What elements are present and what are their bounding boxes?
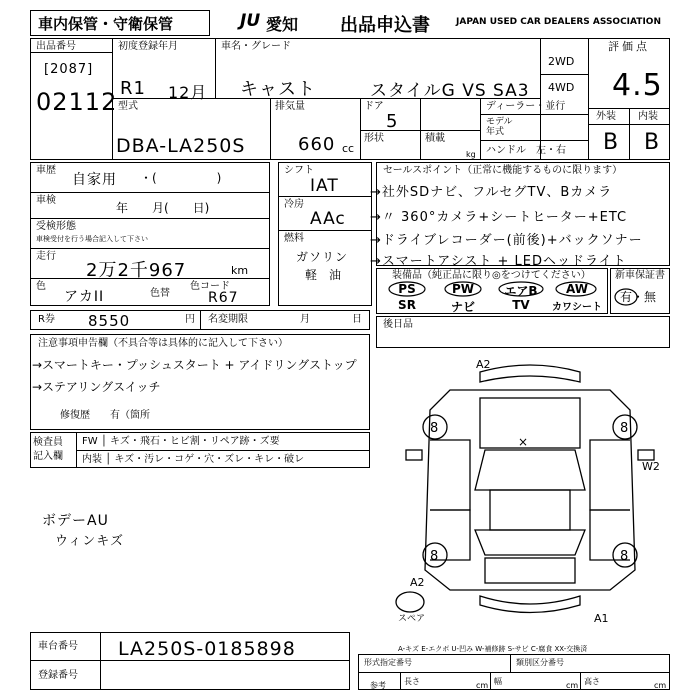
equip-ps: PS [398,282,416,296]
mark-w2: W2 [642,460,660,473]
equipment-label: 装備品（純正品に限り◎をつけてください） [392,270,591,281]
fuel-value: ガソリン [296,250,349,264]
cm-unit-1: cm [476,681,489,690]
wheel-rr-mark: 8 [620,549,629,564]
car-name-label: 車名・グレード [221,41,291,52]
score-label: 評価点 [608,40,650,53]
warranty-label: 新車保証書 [615,270,665,281]
color-code: R67 [208,290,239,306]
history-value: 自家用 [72,172,117,188]
cm-unit-3: cm [654,681,667,690]
fuel-diesel: 軽 油 [305,268,342,282]
sales-points-label: セールスポイント（正常に機能するものに限ります） [383,165,623,176]
reg-month: 12月 [168,83,208,102]
length-label: 長さ [404,677,420,686]
org-name: 愛知 [266,15,299,34]
fuel-label: 燃料 [284,233,304,244]
color-change-label: 色替 [150,288,170,299]
ju-logo: JU [240,11,261,31]
cc-unit: cc [342,142,355,155]
equip-tv: TV [512,298,530,312]
chassis-label: 車台番号 [38,641,78,652]
form-designation-label: 形式指定番号 [364,658,412,667]
reg-no-label: 登録番号 [38,670,78,681]
shift-value: IAT [310,176,339,196]
notes-line-2: →ステアリングスイッチ [32,380,161,394]
wheel-fl-mark: 8 [430,421,439,436]
car-name: キャスト [240,79,316,100]
doc-title: 出品申込書 [340,15,430,36]
notes-line-1: →スマートキー・プッシュスタート + アイドリングストップ [32,358,357,372]
first-reg-label: 初度登録年月 [118,41,178,52]
inspect-label: 受検形態 [36,221,76,232]
aircon-value: AAc [310,209,346,229]
repair-history: 修復歴 有（箇所 [60,410,150,421]
car-grade: スタイルG VS SA3 [370,81,530,101]
mileage-label: 走行 [36,251,56,262]
inspect-sub: 車検受付を行う場合記入して下さい [36,235,148,243]
model-year-label: モデル 年式 [486,117,513,137]
chassis-number: LA250S-0185898 [118,638,296,660]
model-code: DBA-LA250S [116,135,246,157]
shape-label: 形状 [364,133,384,144]
warranty-options: 有・無 [620,290,657,304]
equip-sr: SR [398,298,416,312]
month-unit: 月 [300,314,310,325]
equip-navi: ナビ [450,300,475,314]
history-label: 車歴 [36,165,56,176]
shaken-ymd: 年 月( 日) [116,201,210,215]
height-label: 高さ [584,677,600,686]
body-note-1: ボデーAU [42,513,109,529]
lot-no-label: 出品番号 [36,41,76,52]
after-date-block [376,316,670,348]
history-options: ・( ) [140,171,222,185]
lot-number: 02112 [36,88,118,116]
mark-x: × [518,435,529,449]
inspector-label: 検査員 記入欄 [33,437,63,462]
sales-point-4: →スマートアシスト + LEDヘッドライト [370,254,627,269]
sales-point-2: →〃 360°カメラ+シートヒーター+ETC [370,210,628,225]
day-unit: 日 [352,314,362,325]
recycle-fee: 8550 [88,312,131,330]
width-label: 幅 [494,677,502,686]
body-note-2: ウィンキズ [55,534,124,549]
drive-4wd: 4WD [548,81,575,94]
model-code-label: 型式 [118,101,138,112]
lot-no-bracket: [2087] [44,62,94,77]
exterior-label: 外装 [596,111,616,122]
shaken-label: 車検 [36,195,56,206]
warranty-circle [612,286,642,308]
spare-label: スペア [398,614,426,624]
mark-a2-top: A2 [476,358,491,371]
displacement: 660 [298,134,336,155]
name-change-label: 名変期限 [208,314,248,325]
mileage-value: 2万2千967 [86,260,187,281]
shift-label: シフト [284,165,314,176]
mark-a2-rear: A2 [410,576,425,589]
exterior-grade: B [603,130,620,155]
damage-legend: A-キズ E-エクボ U-凹み W-補修跡 S-サビ C-腐食 XX-交換済 [398,645,588,653]
car-damage-diagram [380,350,680,630]
km-unit: km [231,264,249,277]
fw-row: FW │ キズ・飛石・ヒビ割・リペア跡・ズ要 [82,436,280,447]
displacement-label: 排気量 [275,101,305,112]
sales-point-1: →社外SDナビ、フルセグTV、Bカメラ [370,185,613,200]
class-code-label: 類別区分番号 [516,658,564,667]
interior-grade: B [644,130,661,155]
equipment-circles [376,268,608,314]
recycle-label: R券 [38,314,55,325]
interior-row: 内装 │ キズ・汚レ・コゲ・穴・ズレ・キレ・破レ [82,454,305,465]
equip-leather: カワシート [552,302,602,313]
ref-label-1: 参考 [370,681,386,690]
equip-pw: PW [451,282,475,296]
dealer-label: ディーラー・並行 [486,101,566,112]
notes-title: 注意事項申告欄（不具合等は具体的に記入して下さい） [38,338,288,349]
storage-note: 車内保管・守衛保管 [38,15,174,33]
doors: 5 [386,111,399,132]
sales-point-3: →ドライブレコーダー(前後)+バックソナー [370,233,643,248]
equip-aw: AW [566,282,588,296]
score-value: 4.5 [612,68,663,103]
handle-label: ハンドル 左・右 [486,145,566,156]
association-name: JAPAN USED CAR DEALERS ASSOCIATION [456,17,661,27]
wheel-fr-mark: 8 [620,421,629,436]
capacity-label: 積載 [425,133,445,144]
after-date-label: 後日品 [383,319,413,330]
doors-label: ドア [364,101,384,112]
color-value: アカII [64,289,105,305]
aircon-label: 冷房 [284,199,304,210]
wheel-rl-mark: 8 [430,549,439,564]
reg-era: R1 [120,78,146,99]
drive-2wd: 2WD [548,55,575,68]
interior-label: 内装 [638,111,658,122]
color-label: 色 [36,281,46,292]
cm-unit-2: cm [566,681,579,690]
yen-unit: 円 [185,314,195,325]
color-code-label: 色コード [190,281,230,292]
equip-airbag: エアB [504,284,538,298]
kg-unit: kg [466,150,476,159]
mark-a1: A1 [594,612,609,625]
